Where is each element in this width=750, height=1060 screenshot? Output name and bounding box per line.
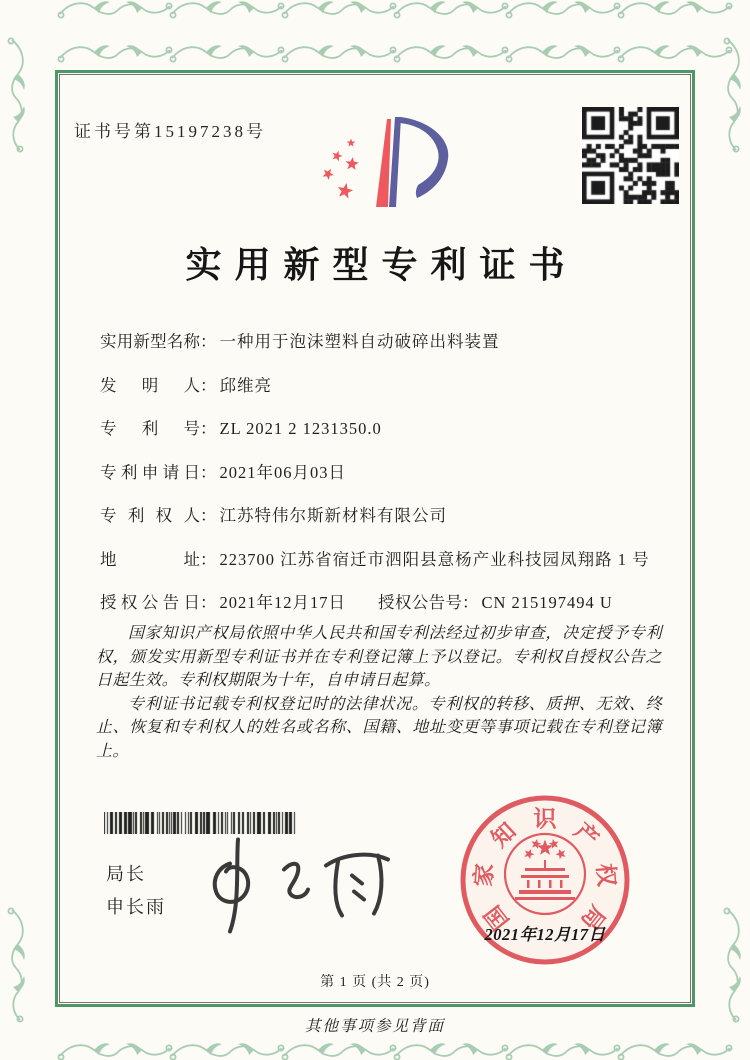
cnipa-logo-icon — [300, 95, 460, 235]
field-row-patent-no — [100, 417, 662, 461]
field-label: 实用新型名称 — [100, 332, 200, 351]
svg-text:知: 知 — [486, 818, 521, 853]
field-value: CN 215197494 U — [481, 593, 613, 612]
signature-image — [192, 830, 402, 938]
field-value: ZL 2021 2 1231350.0 — [219, 419, 382, 438]
page-number: 第 1 页 (共 2 页) — [320, 975, 430, 990]
field-colon: ： — [200, 419, 217, 438]
field-label: 专利申请日 — [100, 462, 200, 482]
certificate-number: 证书号第15197238号 — [74, 122, 266, 141]
field-row-inventor — [100, 374, 662, 418]
svg-text:国: 国 — [479, 900, 514, 935]
svg-text:权: 权 — [592, 862, 620, 888]
field-value: 一种用于泡沫塑料自动破碎出料装置 — [219, 332, 500, 351]
svg-text:局: 局 — [576, 900, 611, 935]
field-label: 地址 — [100, 549, 200, 569]
field-label: 专利号 — [100, 419, 200, 438]
field-colon: ： — [200, 462, 217, 482]
field-colon: ： — [200, 549, 217, 569]
field-grant-number — [378, 591, 613, 614]
field-colon: ： — [200, 506, 217, 525]
field-value: 江苏特伟尔斯新材料有限公司 — [219, 506, 447, 525]
certificate-title: 实用新型专利证书 — [185, 245, 578, 285]
field-row-address — [100, 548, 662, 592]
svg-text:家: 家 — [470, 862, 498, 888]
field-colon: ： — [200, 375, 217, 395]
certificate-fields — [100, 330, 662, 635]
field-label: 专利权人 — [100, 506, 200, 525]
field-value: 2021年06月03日 — [219, 462, 346, 482]
field-row-patentee — [100, 504, 662, 548]
qr-code — [582, 107, 679, 204]
svg-text:识: 识 — [533, 806, 557, 832]
field-label: 授权公告号 — [378, 593, 462, 612]
legal-paragraph-grant: 国家知识产权局依照中华人民共和国专利法经过初步审查，决定授予专利权，颁发实用新型专利证书并在专利登记簿上予以登记。专利权自授权公告之日起生效。专利权期限为十年，自申请日起算。 — [96, 625, 662, 689]
seal-date: 2021年12月17日 — [484, 925, 606, 944]
director-name: 申长雨 — [106, 897, 166, 917]
field-row-filing-date — [100, 461, 662, 505]
field-value: 邱维亮 — [219, 375, 272, 395]
field-value: 2021年12月17日 — [219, 593, 346, 612]
legal-text — [96, 622, 662, 763]
field-label: 发明人 — [100, 375, 200, 395]
back-note: 其他事项参见背面 — [304, 1018, 445, 1035]
legal-paragraph-register: 专利证书记载专利权登记时的法律状况。专利权的转移、质押、无效、终止、恢复和专利权人的姓名或名称、国籍、地址变更等事项记载在专利登记簿上。 — [96, 695, 662, 760]
director-title: 局长 — [106, 864, 146, 884]
field-colon: ： — [200, 332, 217, 351]
field-colon: ： — [462, 593, 479, 612]
svg-text:产: 产 — [569, 818, 604, 853]
field-row-name — [100, 330, 662, 374]
field-value: 223700 江苏省宿迁市泗阳县意杨产业科技园凤翔路 1 号 — [219, 549, 650, 569]
field-label: 授权公告日 — [100, 593, 200, 612]
field-colon: ： — [200, 593, 217, 612]
